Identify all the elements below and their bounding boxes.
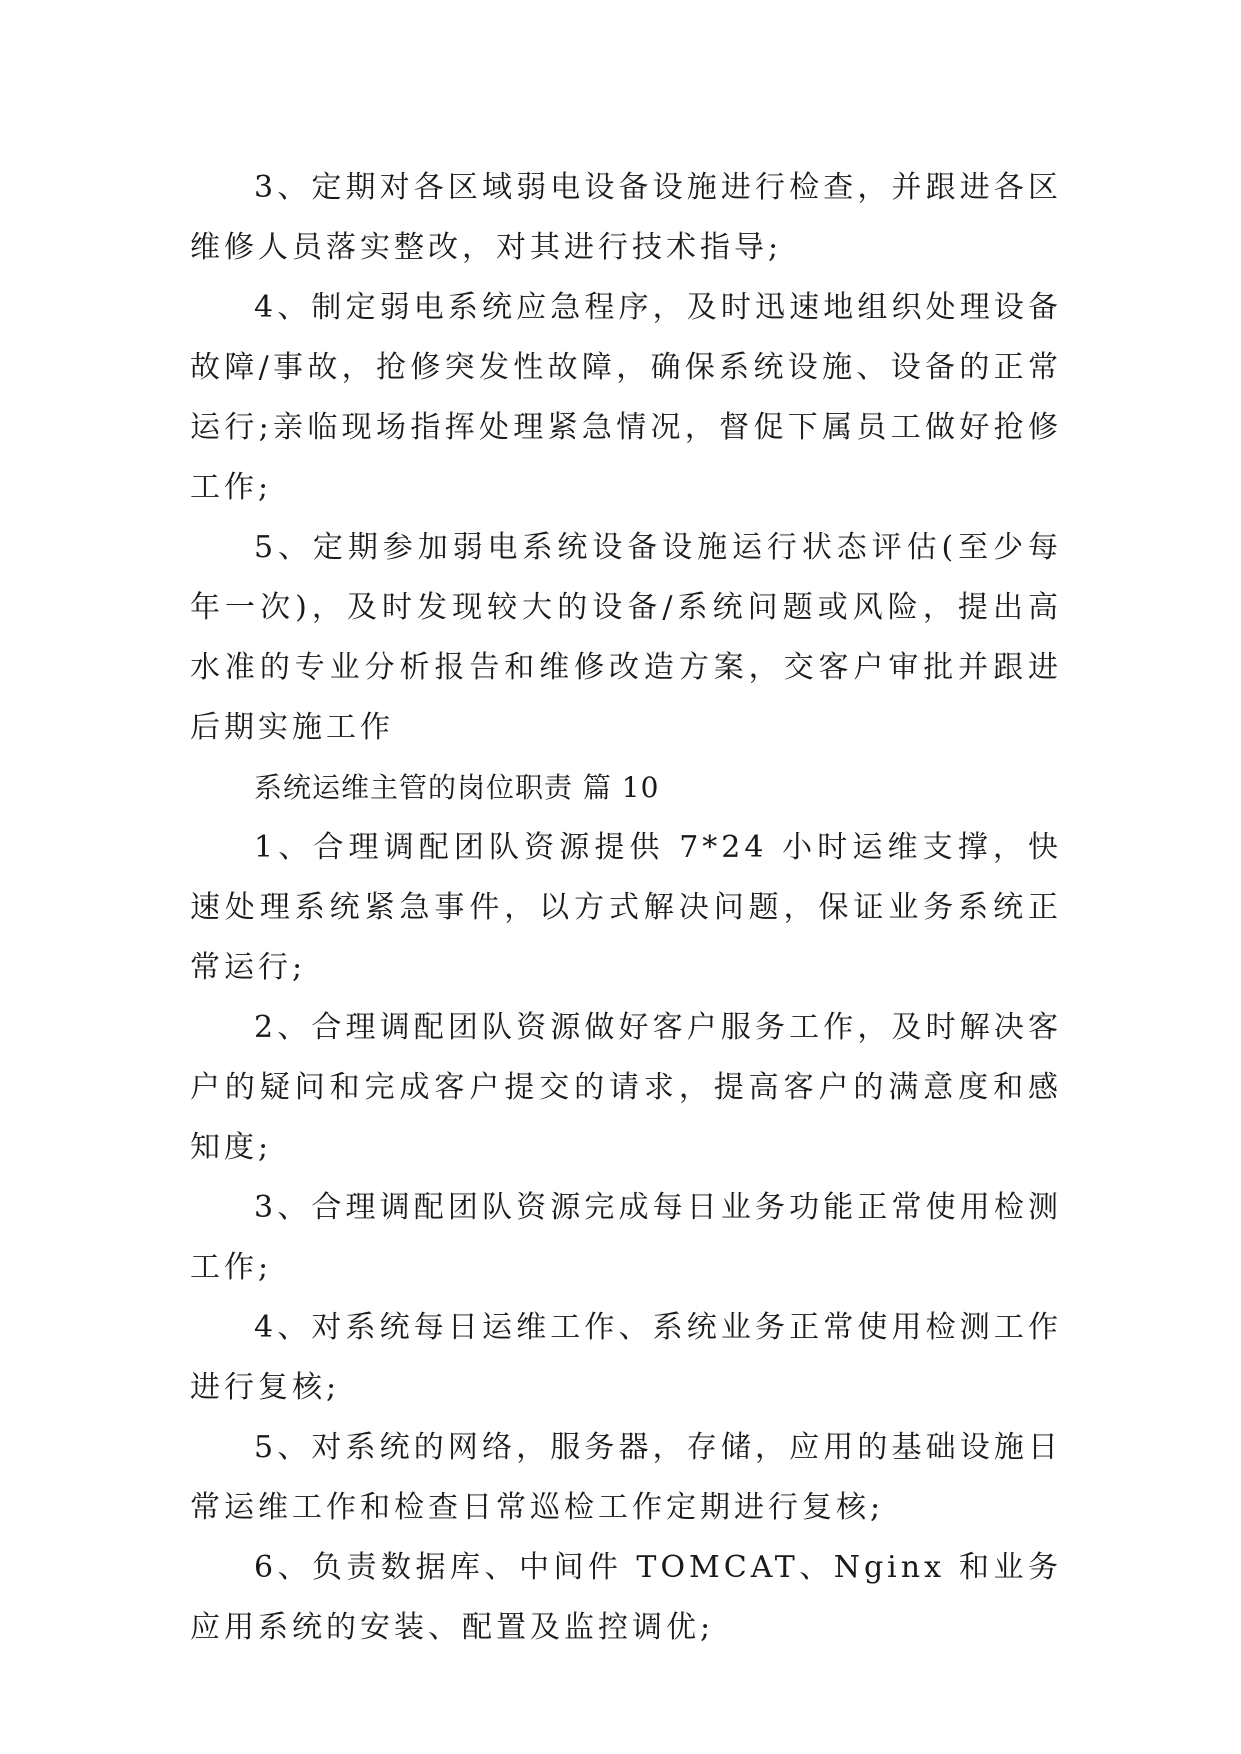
paragraph-item-5: 5、定期参加弱电系统设备设施运行状态评估(至少每年一次)，及时发现较大的设备/系统问题或风险，提出高水准的专业分析报告和维修改造方案，交客户审批并跟进后期实施工作	[190, 530, 1062, 745]
document-body	[190, 158, 1062, 1658]
section-paragraph-2: 2、合理调配团队资源做好客户服务工作，及时解决客户的疑问和完成客户提交的请求，提高客户的满意度和感知度;	[190, 1010, 1062, 1165]
section-paragraph-3: 3、合理调配团队资源完成每日业务功能正常使用检测工作;	[190, 1190, 1062, 1285]
section-heading: 系统运维主管的岗位职责 篇 10	[254, 771, 660, 804]
section-paragraph-4: 4、对系统每日运维工作、系统业务正常使用检测工作进行复核;	[190, 1310, 1062, 1405]
section-paragraph-6: 6、负责数据库、中间件 TOMCAT、Nginx 和业务应用系统的安装、配置及监控调优;	[190, 1550, 1062, 1645]
section-paragraph-1: 1、合理调配团队资源提供 7*24 小时运维支撑，快速处理系统紧急事件，以方式解决问题，保证业务系统正常运行;	[190, 830, 1062, 985]
paragraph-item-3: 3、定期对各区域弱电设备设施进行检查，并跟进各区维修人员落实整改，对其进行技术指导;	[190, 170, 1062, 265]
section-paragraph-5: 5、对系统的网络，服务器，存储，应用的基础设施日常运维工作和检查日常巡检工作定期进行复核;	[190, 1430, 1062, 1525]
paragraph-item-4: 4、制定弱电系统应急程序，及时迅速地组织处理设备故障/事故，抢修突发性故障，确保系统设施、设备的正常运行;亲临现场指挥处理紧急情况，督促下属员工做好抢修工作;	[190, 290, 1062, 505]
